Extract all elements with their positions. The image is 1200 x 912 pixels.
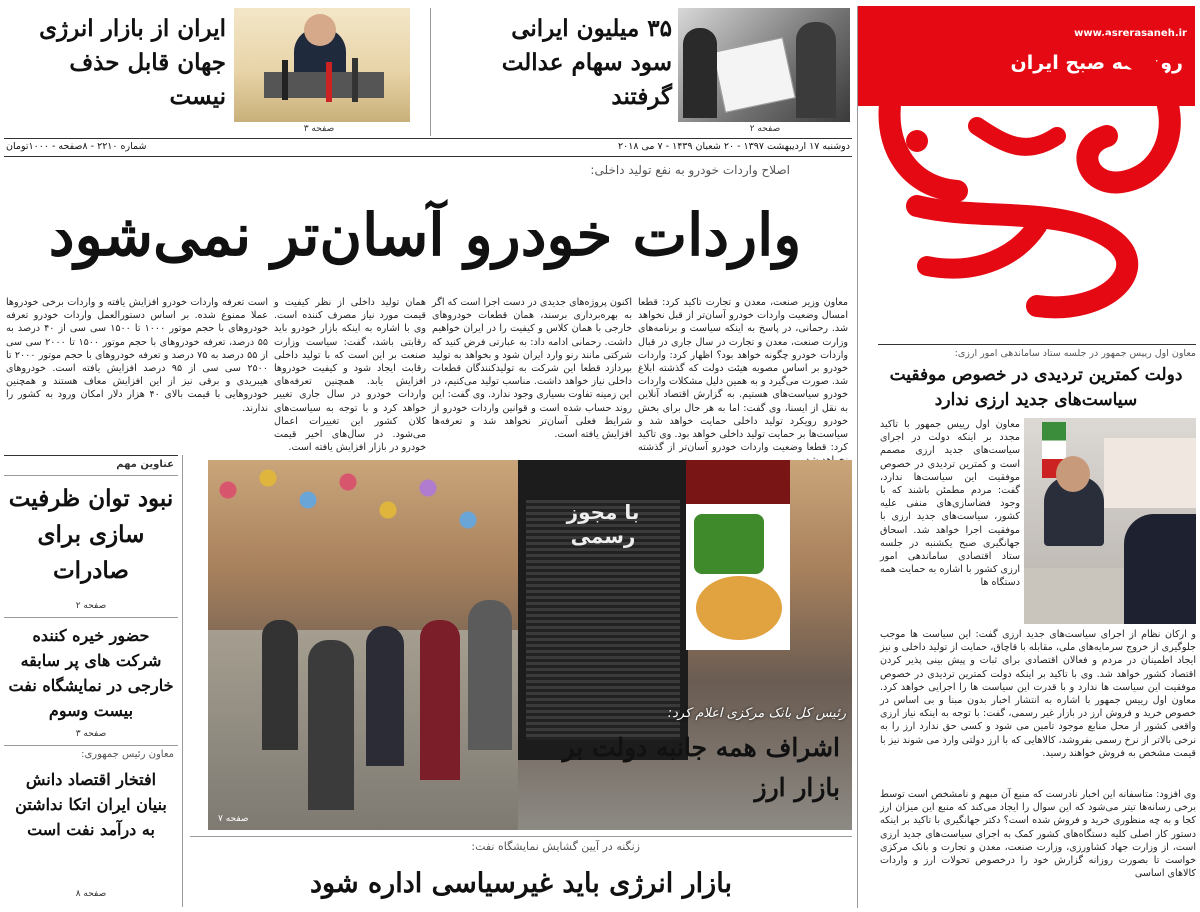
photo-story-headline[interactable]: اشراف همه جانبه دولت بر بازار ارز bbox=[562, 733, 840, 802]
logo-icon bbox=[857, 6, 1195, 336]
divider bbox=[4, 745, 178, 746]
divider bbox=[857, 6, 858, 908]
divider bbox=[878, 344, 1196, 345]
main-story-col1: معاون وزیر صنعت، معدن و تجارت تاکید کرد: قطعا امسال وضعیت واردات خودرو آسان‌تر از قبل نخواهد شد. رحمانی، در پاسخ به اینکه سیاست و برنامه‌های وزارت صنعت، معدن و تجارت در سال جاری در قبال واردات خودرو چگونه خواهد بود؟ اظهار کرد: واردات خودرو بر اساس مصوبه هیئت دولت که گذشته ابلاغ شد. صورت می‌گیرد و به همین دلیل مشکلات واردات خودرو سیاست‌های هستیم. به گزارش اقتصاد آنلاین به نقل از ایسنا، وی گفت: اما به هر حال برای بخش خودرو رویکرد تولید داخلی حمایت خواهد شد و سیاست‌ها بر حمایت تولید داخلی خواهد بود. وی تاکید کرد: قطعا وضعیت واردات خودرو آسان‌تر از گذشته bbox=[638, 297, 848, 454]
top-story-1-photo bbox=[678, 8, 850, 122]
photo-sign: با مجوز رسمی bbox=[566, 500, 640, 548]
right-story-photo bbox=[1024, 418, 1196, 624]
bottom-story-kicker: زنگنه در آیین گشایش نمایشگاه نفت: bbox=[471, 840, 640, 853]
left-item-2-headline[interactable]: حضور خیره کننده شرکت های پر سابقه خارجی در نمایشگاه نفت بیست وسوم bbox=[8, 626, 174, 720]
right-story-headline[interactable]: دولت کمترین تردیدی در خصوص موفقیت سیاست‌های جدید ارزی ندارد bbox=[889, 365, 1183, 410]
top-story-2-headline: ایران از بازار انرژی جهان قابل حذف نیست bbox=[39, 15, 226, 110]
main-story-kicker: اصلاح واردات خودرو به نفع تولید داخلی: bbox=[590, 163, 790, 177]
divider bbox=[4, 475, 178, 476]
divider bbox=[4, 617, 178, 618]
left-item-2-page: صفحه ۳ bbox=[75, 729, 107, 739]
dateline-issue: شماره ۲۲۱۰ - ۸صفحه - ۱۰۰۰تومان bbox=[6, 141, 147, 152]
main-story-col3: همان تولید داخلی از نظر کیفیت و قیمت مورد نیاز مصرف کننده است. وی با اشاره به اینکه بازار خودرو باید رقابتی باشد، گفت: سیاست وزارت صنعت بر این است که با تولید داخلی رقابت ایجاد شود و کیفیت خودروها افزایش یابد. همچنین تعرفه‌های واردات خودرو در سال جاری تغییر خواهد کرد و با توجه به سیاست‌های کلان کشور این تغییرات اعمال می‌شود. در سال‌های اخیر قیمت خودرو در بازار افزایش یافته است. bbox=[274, 297, 426, 454]
divider bbox=[4, 156, 852, 157]
right-story-body1: معاون اول رییس جمهور با تاکید مجدد بر اینکه دولت در اجرای سیاست‌های جدید ارزی مصمم است و کمترین تردیدی در خصوص موفقیت این سیاست‌ها ندارد، گفت: مردم مطمئن باشند که با وجود فضاسازی‌های منفی علیه کشور، سیاست‌های جدید ارزی با موفقیت اجرا خواهد شد. اسحاق جهانگیری صبح یکشنبه در جلسه ستاد اقتصادی ساماندهی امور ارزی کشور با اشاره به حمایت همه دستگاه ها bbox=[880, 419, 1020, 589]
left-item-3-page: صفحه ۸ bbox=[75, 889, 107, 899]
masthead-logo-text bbox=[857, 306, 1195, 307]
top-story-2-page: صفحه ۳ bbox=[303, 124, 335, 134]
left-item-1-page: صفحه ۲ bbox=[75, 601, 107, 611]
right-story-body2: و ارکان نظام از اجرای سیاست‌های جدید ارزی گفت: این سیاست ها موجب جلوگیری از خروج سرمایه‌های ملی، مقابله با قاچاق، حمایت از تولید داخلی و نیز ایجاد اطمینان در مردم و فعالان اقتصادی برای ثبات و پیش بینی پذیر کردن اقتصاد کشور خواهد شد. وی با تاکید بر اینکه دولت کمترین تردیدی در خصوص موفقیت این سیاست ها ندارد و با قدرت این سیاست ها را اجرایی خواهد کرد. معاون اول رییس جمهور با اشاره به انتشار اخبار بدون مبنا و بی اساس در خصوص خرید و فروش ارز در بازار غیر رسمی، گفت: با توجه به اینکه نیاز ارزی واقعی کشور از محل منابع موجود تامین می شود و کسی حق ندارد ارز را به نرخی بالاتر از نرخ رسمی بفروشد، کالاهایی که با ارز دولتی وارد می شوند نیز با قیمت مشخص به فروش خواهند رسید. bbox=[879, 629, 1196, 759]
left-column-label: عناوین مهم bbox=[116, 459, 174, 470]
top-story-2-photo bbox=[234, 8, 410, 122]
photo-poster bbox=[686, 460, 790, 650]
photo-story-page: صفحه ۷ bbox=[218, 814, 249, 824]
top-story-1-page: صفحه ۲ bbox=[749, 124, 781, 134]
main-story-headline[interactable]: واردات خودرو آسان‌تر نمی‌شود bbox=[48, 201, 802, 269]
masthead-url[interactable]: www.asrerasaneh.ir bbox=[1074, 28, 1187, 39]
photo-story-kicker: رئیس کل بانک مرکزی اعلام کرد: bbox=[667, 706, 846, 721]
right-story-kicker: معاون اول رییس جمهور در جلسه ستاد ساماندهی امور ارزی: bbox=[954, 348, 1196, 359]
top-story-2[interactable] bbox=[4, 6, 424, 134]
left-column bbox=[4, 455, 178, 907]
divider bbox=[190, 836, 852, 837]
left-item-3-headline[interactable]: افتخار اقتصاد دانش بنیان ایران اتکا نداشتن به درآمد نفت است bbox=[15, 770, 167, 839]
top-story-1[interactable] bbox=[440, 6, 852, 134]
top-story-1-headline: ۳۵ میلیون ایرانی سود سهام عدالت گرفتند bbox=[501, 15, 672, 110]
bottom-story-headline[interactable]: بازار انرژی باید غیرسیاسی اداره شود bbox=[310, 868, 732, 899]
left-item-3-kicker: معاون رئیس جمهوری: bbox=[81, 749, 174, 760]
dateline-date: دوشنبه ۱۷ اردیبهشت ۱۳۹۷ - ۲۰ شعبان ۱۴۳۹ - ۷ می ۲۰۱۸ bbox=[618, 141, 850, 152]
right-story-body3: وی افزود: متاسفانه این اخبار نادرست که منبع آن مبهم و نامشخص است توسط برخی رسانه‌ها تیتر می‌شود که این سوال را ایجاد می‌کند که منبع این میزان ارز کجا و به چه منظوری خرید و فروش شده است؟ دکتر جهانگیری با تاکید بر اینکه دستور کار اصلی کلیه دستگاه‌های کشور کمک به اجرای سیاست‌های جدید ارزی است، از وزارت جهاد کشاورزی، وزارت صنعت، معدن و تجارت و بانک مرکزی خواست تا بصورت روزانه گزارش خود را درخصوص تحولات ارز و واردات کالاهای اساسی bbox=[880, 789, 1196, 880]
divider bbox=[182, 455, 183, 907]
masthead bbox=[857, 6, 1197, 336]
main-story-col2: اکنون پروژه‌های جدیدی در دست اجرا است که اگر به بهره‌برداری برسند، همان قطعات خودروهای خارجی با همان کلاس و کیفیت را در ایران خواهیم داشت. رحمانی ادامه داد: به عبارتی فرض کنید که شرکتی مانند رنو وارد ایران شود و بخواهد به تولید بپردازد قطعا این شرکت به تولیدکنندگان قطعات داخلی نیاز خواهد داشت. مناسب تولید می‌کنیم، در این زمینه تفاوت بسیاری وجود ندارد. وی گفت: این روند حساب شده است و قوانین واردات خودرو از شرایط فعلی آسان‌تر نخواهد شد و تعرفه‌ها افزایش یافته است. bbox=[431, 297, 632, 441]
divider bbox=[430, 8, 431, 136]
divider bbox=[4, 138, 852, 139]
left-item-1-headline[interactable]: نبود توان ظرفیت سازی برای صادرات bbox=[8, 485, 174, 584]
main-story-col4: است تعرفه واردات خودرو افزایش یافته و واردات برخی خودروها عملا ممنوع شده. بر اساس دستورالعمل واردات خودرو تعرفه خودروهای با حجم موتور ۱۰۰۰ تا ۱۵۰۰ سی سی از ۴۰ درصد به ۵۵ درصد، تعرفه خودروهای با حجم موتور ۱۵۰۰ تا ۲۰۰۰ سی سی از ۵۵ درصد به ۷۵ درصد و تعرفه خودروهای با حجم موتور ۲۰۰۰ تا ۲۵۰۰ سی سی از ۹۵ درصد افزایش یافته است. خودروهای هیبریدی و برقی نیز از این افزایش معاف هستند و همچنین خودروهایی با قیمت بالای ۴۰ هزار دلار امکان ورود به کشور را ندارند. bbox=[6, 297, 268, 414]
divider bbox=[4, 455, 178, 456]
masthead-tagline: روزنامه صبح ایران bbox=[1010, 52, 1183, 74]
